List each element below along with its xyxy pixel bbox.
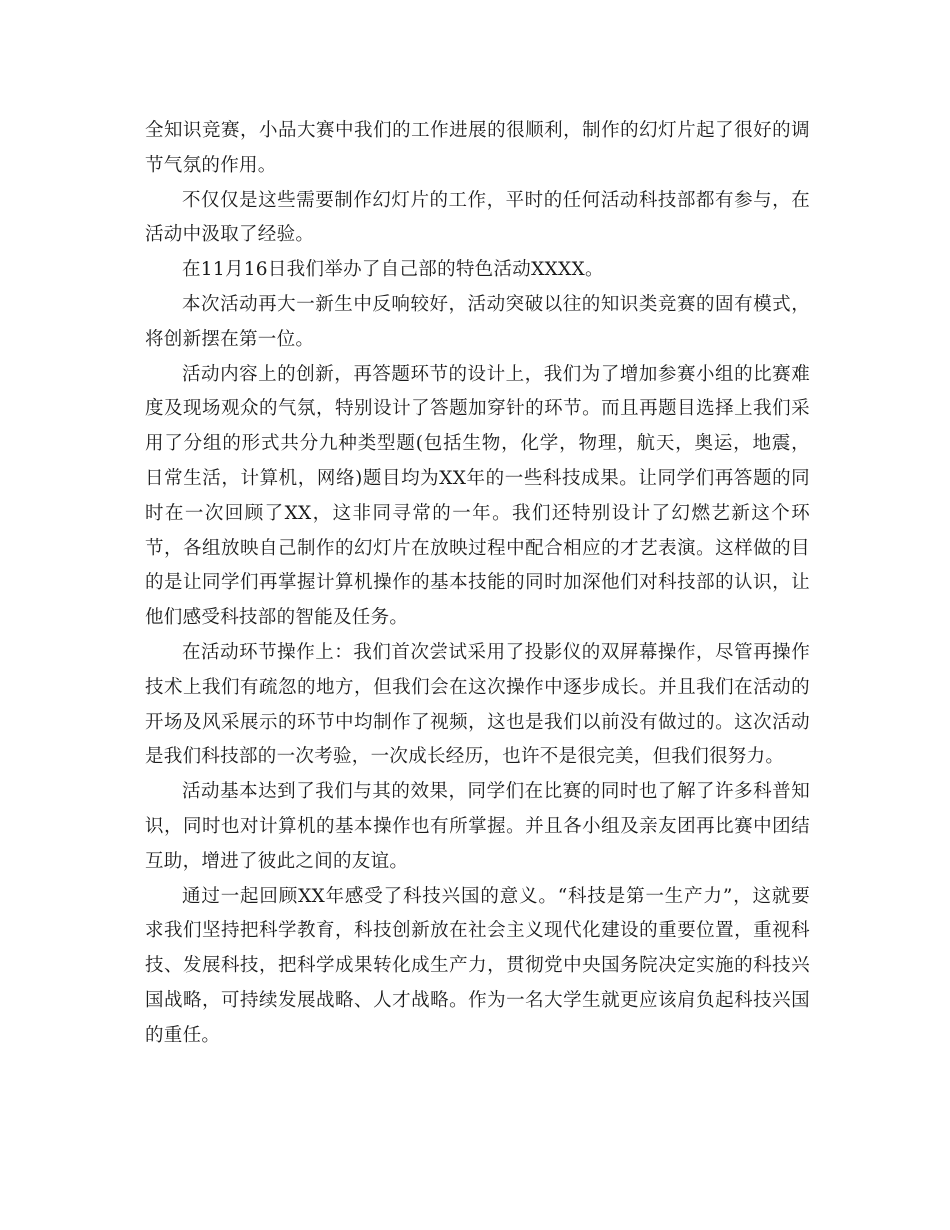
paragraph: 活动内容上的创新，再答题环节的设计上，我们为了增加参赛小组的比赛难度及现场观众的气氛，特别设计了答题加穿针的环节。而且再题目选择上我们采用了分组的形式共分九种类型题(包括生物，化学，物理，航天，奥运，地震，日常生活，计算机，网络)题目均为XX年的一些科技成果。让同学们再答题的同时在一次回顾了XX，这非同寻常的一年。我们还特别设计了幻燃艺新这个环节，各组放映自己制作的幻灯片在放映过程中配合相应的才艺表演。这样做的目的是让同学们再掌握计算机操作的基本技能的同时加深他们对科技部的认识，让他们感受科技部的智能及任务。 [145,363,810,629]
paragraph: 在11月16日我们举办了自己部的特色活动XXXX。 [182,259,604,281]
paragraph: 活动基本达到了我们与其的效果，同学们在比赛的同时也了解了许多科普知识，同时也对计算机的基本操作也有所掌握。并且各小组及亲友团再比赛中团结互助，增进了彼此之间的友谊。 [145,781,810,872]
paragraph: 在活动环节操作上：我们首次尝试采用了投影仪的双屏幕操作，尽管再操作技术上我们有疏忽的地方，但我们会在这次操作中逐步成长。并且我们在活动的开场及风采展示的环节中均制作了视频，这也是我们以前没有做过的。这次活动是我们科技部的一次考验，一次成长经历，也许不是很完美，但我们很努力。 [145,641,810,768]
paragraph-continuation: 全知识竞赛，小品大赛中我们的工作进展的很顺利，制作的幻灯片起了很好的调节气氛的作用。 [145,120,810,176]
document-body [145,114,810,1054]
paragraph: 不仅仅是这些需要制作幻灯片的工作，平时的任何活动科技部都有参与，在活动中汲取了经验。 [145,189,810,246]
paragraph: 本次活动再大一新生中反响较好，活动突破以往的知识类竞赛的固有模式，将创新摆在第一位。 [145,293,810,350]
paragraph: 通过一起回顾XX年感受了科技兴国的意义。“科技是第一生产力”，这就要求我们坚持把科学教育，科技创新放在社会主义现代化建设的重要位置，重视科技、发展科技，把科学成果转化成生产力，贯彻党中央国务院决定实施的科技兴国战略，可持续发展战略、人才战略。作为一名大学生就更应该肩负起科技兴国的重任。 [145,885,810,1046]
